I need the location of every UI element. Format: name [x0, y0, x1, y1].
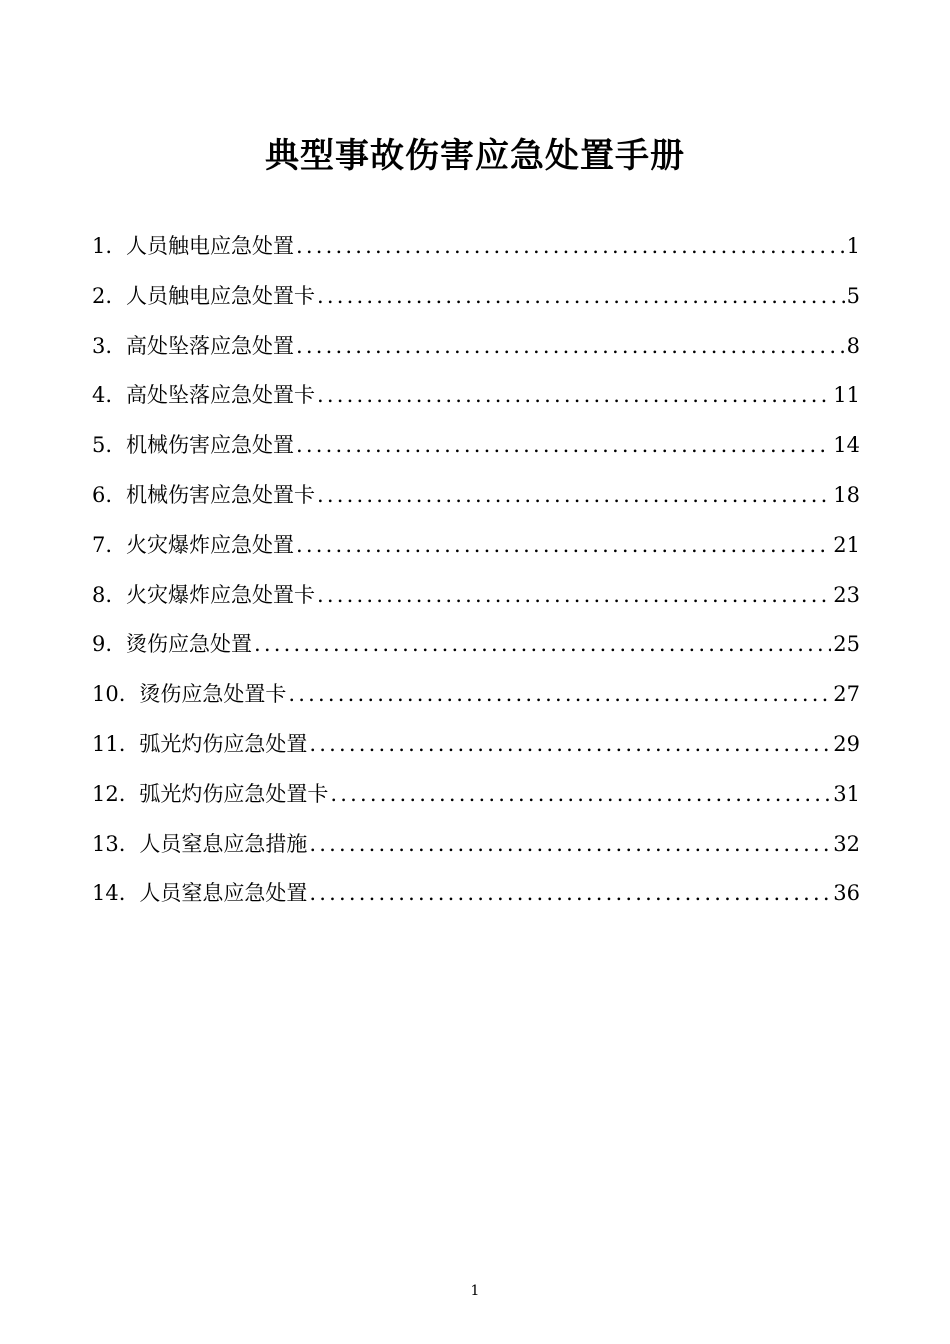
- toc-entry-page: 23: [833, 582, 860, 607]
- toc-entry-number: 12.: [92, 781, 126, 806]
- toc-entry-number: 3.: [92, 333, 113, 358]
- toc-entry-title: 火灾爆炸应急处置: [126, 532, 295, 557]
- toc-dot-leader: [309, 732, 831, 756]
- toc-dot-leader: [288, 682, 831, 706]
- toc-entry-title: 人员触电应急处置: [126, 234, 295, 258]
- toc-dot-leader: [317, 284, 845, 308]
- toc-entry-number: 11.: [92, 731, 126, 756]
- toc-entry-title: 火灾爆炸应急处置卡: [126, 582, 316, 607]
- toc-entry[interactable]: [92, 778, 860, 828]
- toc-dot-leader: [296, 334, 845, 358]
- toc-entry-number: 14.: [92, 881, 126, 906]
- toc-entry[interactable]: [92, 230, 860, 280]
- toc-entry-number: 6.: [92, 482, 113, 507]
- toc-entry[interactable]: [92, 579, 860, 629]
- table-of-contents: [92, 230, 860, 927]
- toc-entry[interactable]: [92, 429, 860, 479]
- toc-entry-page: 11: [833, 383, 860, 408]
- toc-dot-leader: [254, 632, 831, 656]
- toc-entry[interactable]: [92, 479, 860, 529]
- toc-entry-number: 1.: [92, 234, 113, 258]
- toc-entry-title: 机械伤害应急处置: [126, 433, 295, 458]
- toc-dot-leader: [317, 383, 831, 407]
- toc-entry-page: 14: [833, 433, 860, 458]
- toc-entry[interactable]: [92, 379, 860, 429]
- toc-entry[interactable]: [92, 330, 860, 380]
- toc-entry-page: 29: [833, 731, 860, 756]
- toc-entry[interactable]: [92, 877, 860, 927]
- toc-entry-title: 人员窒息应急措施: [139, 831, 308, 856]
- toc-dot-leader: [296, 533, 831, 557]
- toc-entry[interactable]: [92, 280, 860, 330]
- toc-entry-title: 烫伤应急处置: [126, 632, 253, 657]
- toc-entry[interactable]: [92, 628, 860, 678]
- toc-dot-leader: [309, 832, 831, 856]
- toc-entry-page: 21: [833, 532, 860, 557]
- page-number: 1: [470, 1283, 480, 1299]
- toc-dot-leader: [317, 583, 831, 607]
- toc-dot-leader: [296, 234, 845, 258]
- toc-entry-title: 弧光灼伤应急处置: [139, 731, 308, 756]
- toc-entry-number: 13.: [92, 831, 126, 856]
- toc-entry-page: 8: [846, 333, 860, 358]
- toc-entry[interactable]: [92, 678, 860, 728]
- toc-dot-leader: [317, 483, 831, 507]
- toc-entry-title: 机械伤害应急处置卡: [126, 482, 316, 507]
- toc-entry-page: 32: [833, 831, 860, 856]
- toc-entry-page: 5: [846, 283, 860, 308]
- toc-dot-leader: [296, 433, 831, 457]
- document-title: 典型事故伤害应急处置手册: [265, 136, 685, 176]
- toc-entry-title: 人员触电应急处置卡: [126, 283, 316, 308]
- toc-entry-title: 弧光灼伤应急处置卡: [139, 781, 329, 806]
- toc-entry[interactable]: [92, 828, 860, 878]
- toc-dot-leader: [309, 881, 831, 905]
- toc-entry-number: 10.: [92, 682, 126, 707]
- toc-entry-number: 7.: [92, 532, 113, 557]
- toc-entry-title: 高处坠落应急处置卡: [126, 383, 316, 408]
- toc-entry[interactable]: [92, 529, 860, 579]
- toc-entry-page: 36: [833, 881, 860, 906]
- toc-entry-number: 4.: [92, 383, 113, 408]
- toc-entry-number: 5.: [92, 433, 113, 458]
- toc-entry-number: 2.: [92, 283, 113, 308]
- toc-entry-number: 9.: [92, 632, 113, 657]
- toc-entry-page: 18: [833, 482, 860, 507]
- toc-entry[interactable]: [92, 728, 860, 778]
- toc-entry-title: 高处坠落应急处置: [126, 333, 295, 358]
- toc-entry-page: 1: [846, 234, 860, 258]
- toc-entry-title: 烫伤应急处置卡: [139, 682, 287, 707]
- toc-entry-number: 8.: [92, 582, 113, 607]
- toc-entry-page: 25: [833, 632, 860, 657]
- toc-entry-page: 31: [833, 781, 860, 806]
- toc-dot-leader: [330, 782, 831, 806]
- toc-entry-page: 27: [833, 682, 860, 707]
- toc-entry-title: 人员窒息应急处置: [139, 881, 308, 906]
